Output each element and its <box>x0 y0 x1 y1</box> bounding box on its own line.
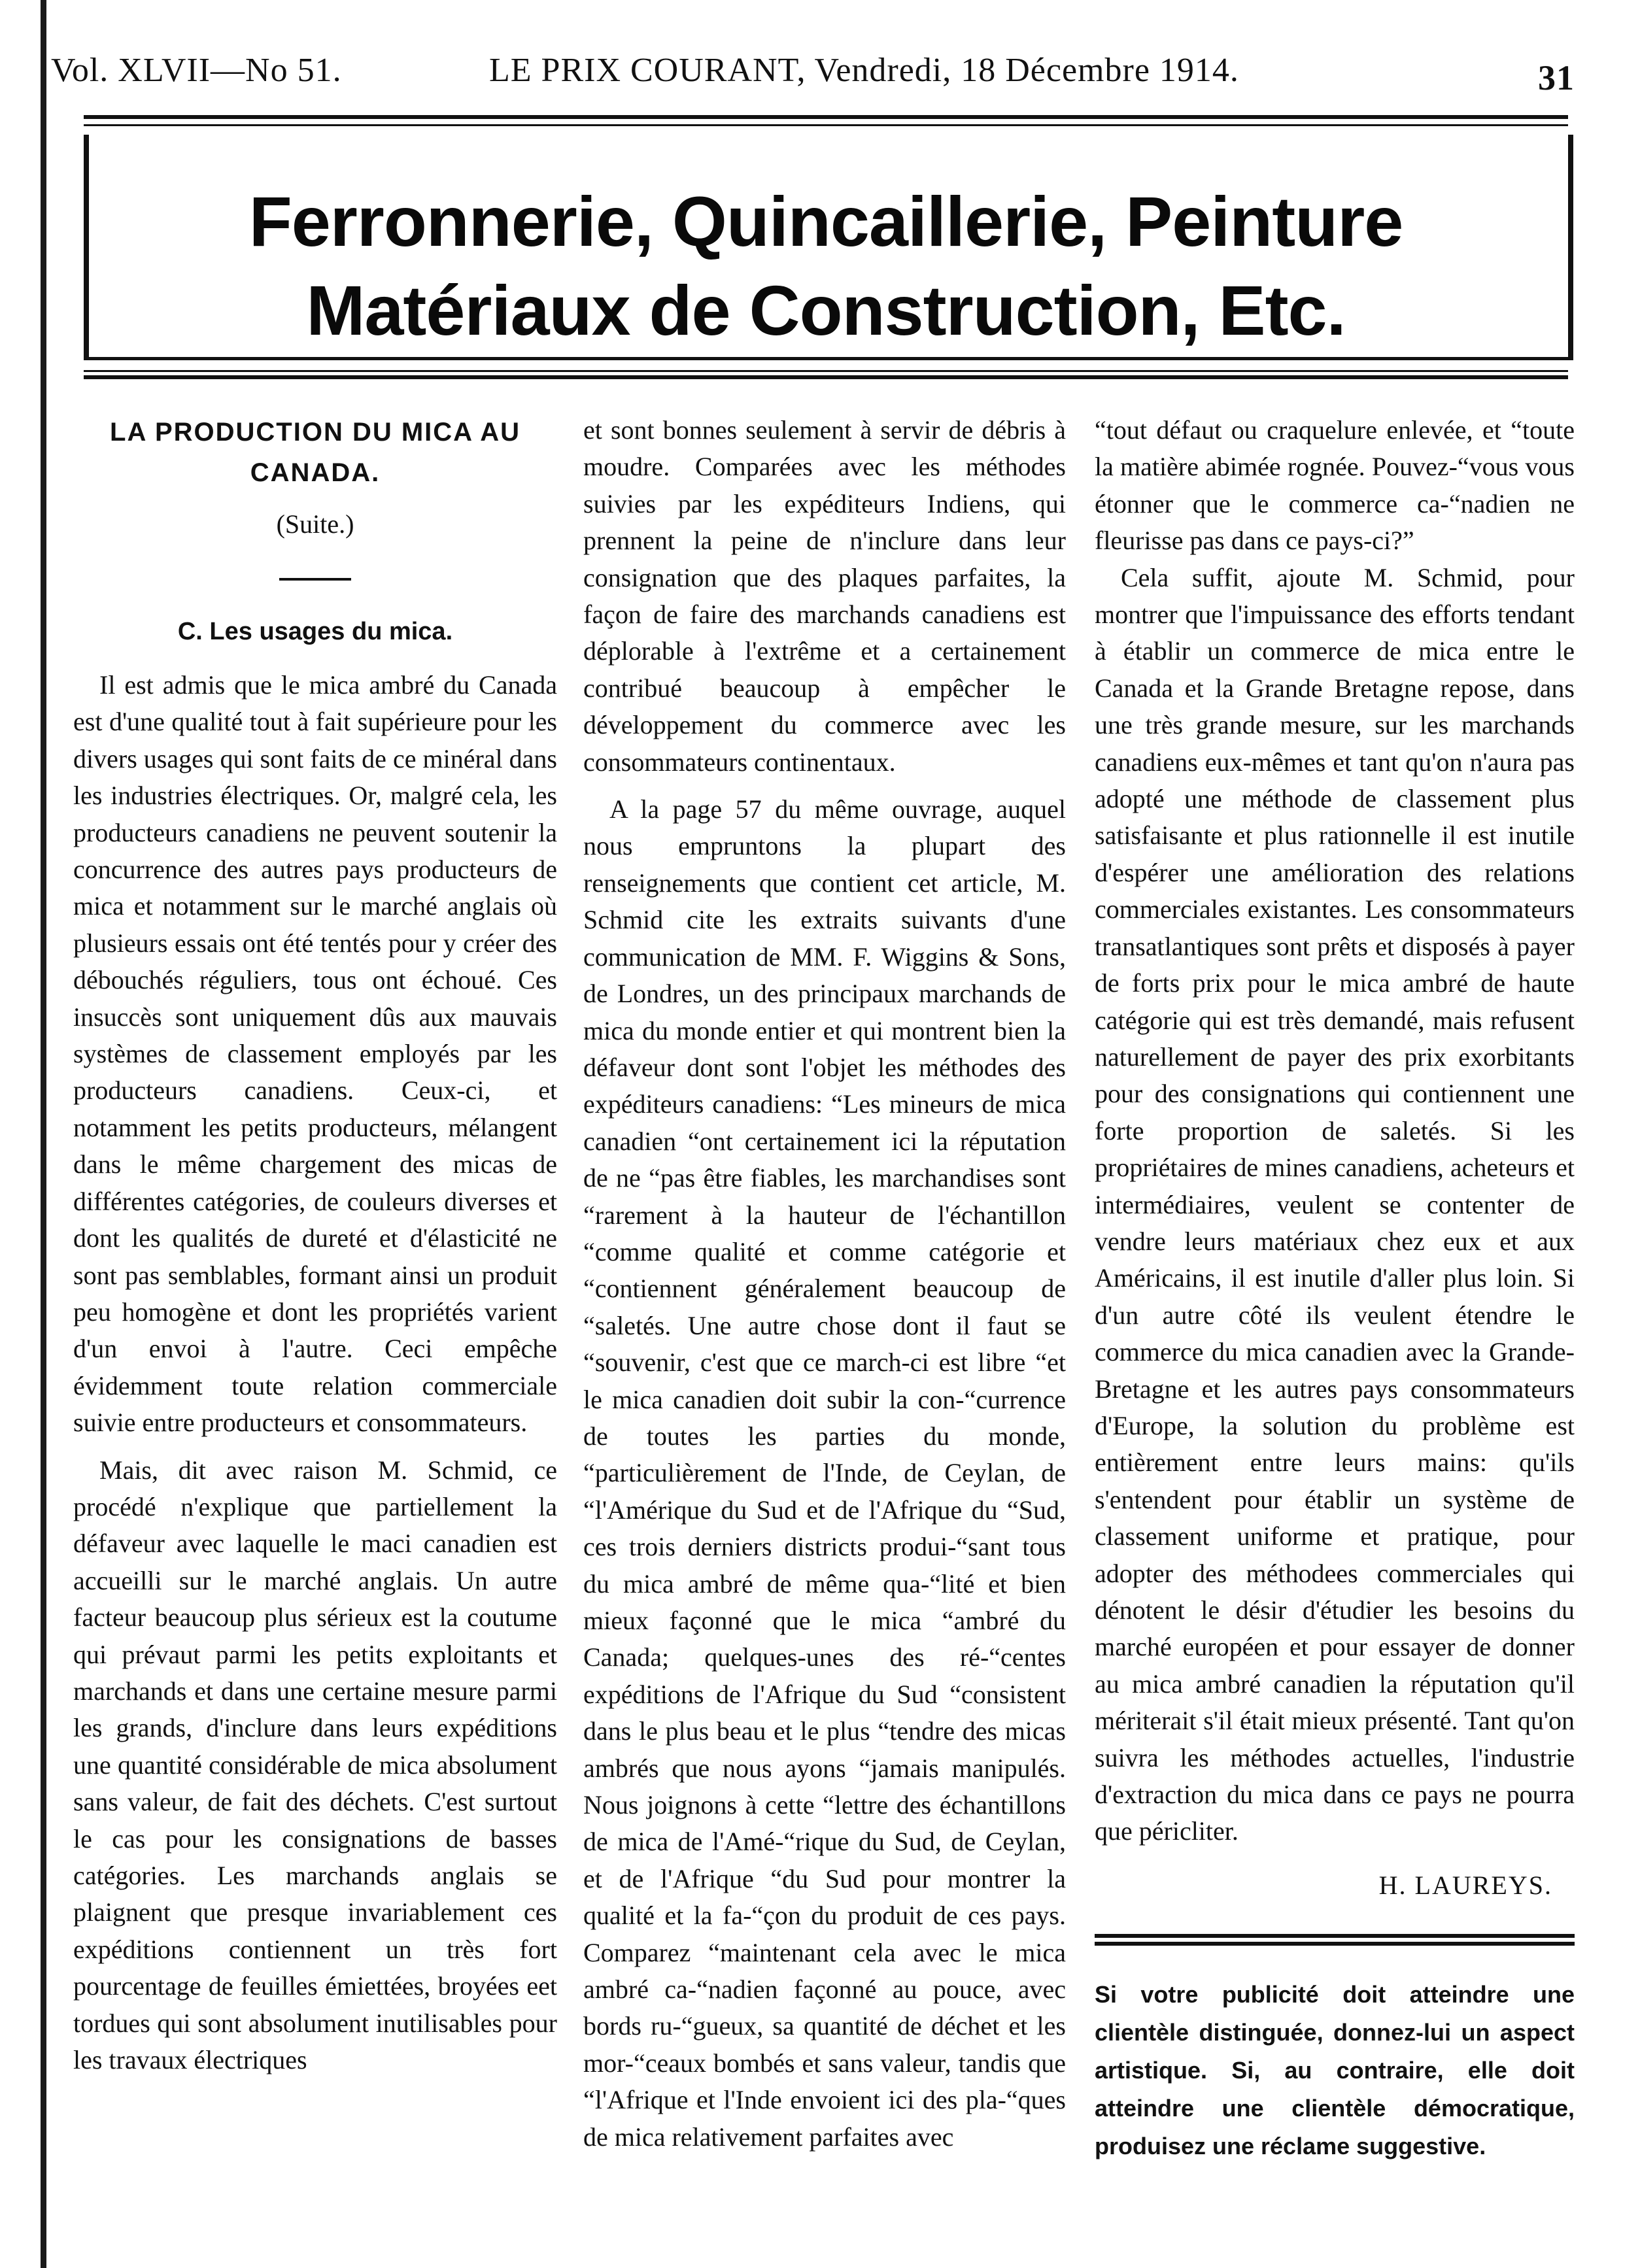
column-3 <box>1095 412 1575 2165</box>
volume-number: Vol. XLVII—No 51. <box>51 52 342 89</box>
section-heading: C. Les usages du mica. <box>177 618 453 645</box>
banner-rule-bottom-thin <box>84 370 1568 372</box>
paragraph-1: Il est admis que le mica ambré du Canada est d'une qualité tout à fait supérieure pour les divers usages qui sont faits de ce minéral dans les industries électriques. Or, malgré cela, les producteurs canadiens ne peuvent soutenir la concurrence des autres pays producteurs de mica et notamment sur le marché anglais où plusieurs essais ont été tentés pour y créer des débouchés réguliers, tous ont échoué. Ces insuccès sont uniquement dûs aux mauvais systèmes de classement employés par les producteurs canadiens. Ceux-ci, et notamment les petits producteurs, mélangent dans le même chargement des micas de différentes catégories, de couleurs diverses et dont les qualités de dureté et d'élasticité ne sont pas semblables, formant ainsi un produit peu homogène et dont les propriétés varient d'un envoi à l'autre. Ceci empêche évidemment toute relation commerciale suivie entre producteurs et consommateurs. <box>73 670 557 1438</box>
title-divider <box>279 578 351 581</box>
paragraph-2-continued: et sont bonnes seulement à servir de débris à moudre. Comparées avec les méthodes suivies par les expéditeurs Indiens, qui prennent la peine de n'inclure dans leur consignation que des plaques parfaites, la façon de faire des marchands canadiens est déplorable à l'extrême et a certainement contribué beaucoup à empêcher le développement du commerce avec les consommateurs continentaux. <box>583 415 1066 777</box>
publication-date-line: LE PRIX COURANT, Vendredi, 18 Décembre 1914. <box>489 52 1239 89</box>
banner-rule-top-thin <box>84 124 1568 126</box>
banner-rule-top <box>84 115 1568 119</box>
paragraph-4: Cela suffit, ajoute M. Schmid, pour montrer que l'impuissance des efforts tendant à établir un commerce de mica entre le Canada et la Grande Bretagne repose, dans une très grande mesure, sur les marchands canadiens eux-mêmes et tant qu'on n'aura pas adopté une méthode de classement plus satisfaisante et plus rationnelle il est inutile d'espérer une amélioration des relations commerciales existantes. Les consommateurs transatlantiques sont prêts et disposés à payer de forts prix pour le mica ambré de haute catégorie qui est très demandé, mais refusent naturellement de payer des prix exorbitants pour des consignations qui contiennent une forte proportion de saletés. Si les propriétaires de mines canadiens, acheteurs et intermédiaires, veulent se contenter de vendre leurs matériaux chez eux et aux Américains, il est inutile d'aller plus loin. Si d'un autre côté ils veulent étendre le commerce du mica canadien avec la Grande-Bretagne et les autres pays consommateurs d'Europe, la solution du problème est entièrement entre leurs mains: qu'ils s'entendent pour établir un système de classement uniforme et pratique, pour adopter des méthodees commerciales qui dénotent le désir d'étudier les besoins du marché européen et pour essayer de donner au mica ambré canadien la réputation qu'il mériterait s'il était mieux présenté. Tant qu'on suivra les méthodes actuelles, l'industrie d'extraction du mica dans ce pays ne pourra que péricliter. <box>1095 562 1575 1846</box>
page-number: 31 <box>1538 58 1575 97</box>
section-banner <box>84 115 1568 384</box>
running-header <box>51 43 1575 102</box>
article-suite: (Suite.) <box>276 509 354 539</box>
page-edge-rule <box>41 0 46 2268</box>
end-rule <box>1095 1934 1575 1938</box>
banner-title-line-2: Matériaux de Construction, Etc. <box>306 271 1346 350</box>
advert-box: Si votre publicité doit atteindre une clientèle distinguée, donnez-lui un aspect artistique. Si, au contraire, elle doit atteindre une clientèle démocratique, produisez une réclame suggestive. <box>1095 1981 1575 2160</box>
column-1 <box>73 412 557 2078</box>
banner-rule-bottom <box>84 375 1568 379</box>
article-title: LA PRODUCTION DU MICA AU CANADA. <box>110 418 521 487</box>
author-signature: H. LAUREYS. <box>1378 1870 1552 1900</box>
column-2 <box>583 412 1066 2156</box>
paragraph-3: A la page 57 du même ouvrage, auquel nous empruntons la plupart des renseignements que contient cet article, M. Schmid cite les extraits suivants d'une communication de MM. F. Wiggins & Sons, de Londres, un des principaux marchands de mica du monde entier et qui montrent bien la défaveur dont sont l'objet les méthodes des expéditeurs canadiens: “Les mineurs de mica canadien “ont certainement ici la réputation de ne “pas être fiables, les marchandises sont “rarement à la hauteur de l'échantillon “comme qualité et comme catégorie et “contiennent généralement beaucoup de “saletés. Une autre chose dont il faut se “souvenir, c'est que ce march-ci est libre “et le mica canadien doit subir la con-“currence de toutes les parties du monde, “particulièrement de l'Inde, de Ceylan, de “l'Amérique du Sud et de l'Afrique du “Sud, ces trois derniers districts produi-“sant tous du mica ambré de même qua-“lité et bien mieux façonné que le mica “ambré du Canada; quelques-unes des ré-“centes expéditions de l'Afrique du Sud “consistent dans le plus beau et le plus “tendre des micas ambrés que nous ayons “jamais manipulés. Nous joignons à cette “lettre des échantillons de mica de l'Amé-“rique du Sud, de Ceylan, et de l'Afrique “du Sud pour montrer la qualité et la fa-“çon du produit de ces pays. Comparez “maintenant cela avec le mica ambré ca-“nadien façonné au pouce, avec bords ru-“gueux, sa quantité de déchet et les mor-“ceaux bombés et sans valeur, tandis que “l'Afrique et l'Inde envoient ici des pla-“ques de mica relativement parfaites avec <box>583 794 1066 2152</box>
end-rule-2 <box>1095 1942 1575 1946</box>
quote-conclusion: “tout défaut ou craquelure enlevée, et “toute la matière abimée rognée. Pouvez-“vous vous étonner que le commerce ca-“nadien ne fleurisse pas dans ce pays-ci?” <box>1095 415 1575 556</box>
paragraph-2: Mais, dit avec raison M. Schmid, ce procédé n'explique que partiellement la défaveur avec laquelle le maci canadien est accueilli sur le marché anglais. Un autre facteur beaucoup plus sérieux est la coutume qui prévaut parmi les petits exploitants et marchands et dans une certaine mesure parmi les grands, d'inclure dans leurs expéditions une quantité considérable de mica absolument sans valeur, de fait des déchets. C'est surtout le cas pour les consignations de basses catégories. Les marchands anglais se plaignent que presque invariablement ces expéditions contiennent un très fort pourcentage de feuilles émiettées, broyées eet tordues qui sont absolument inutilisables pour les travaux électriques <box>73 1455 557 2075</box>
banner-title-line-1: Ferronnerie, Quincaillerie, Peinture <box>248 182 1403 261</box>
